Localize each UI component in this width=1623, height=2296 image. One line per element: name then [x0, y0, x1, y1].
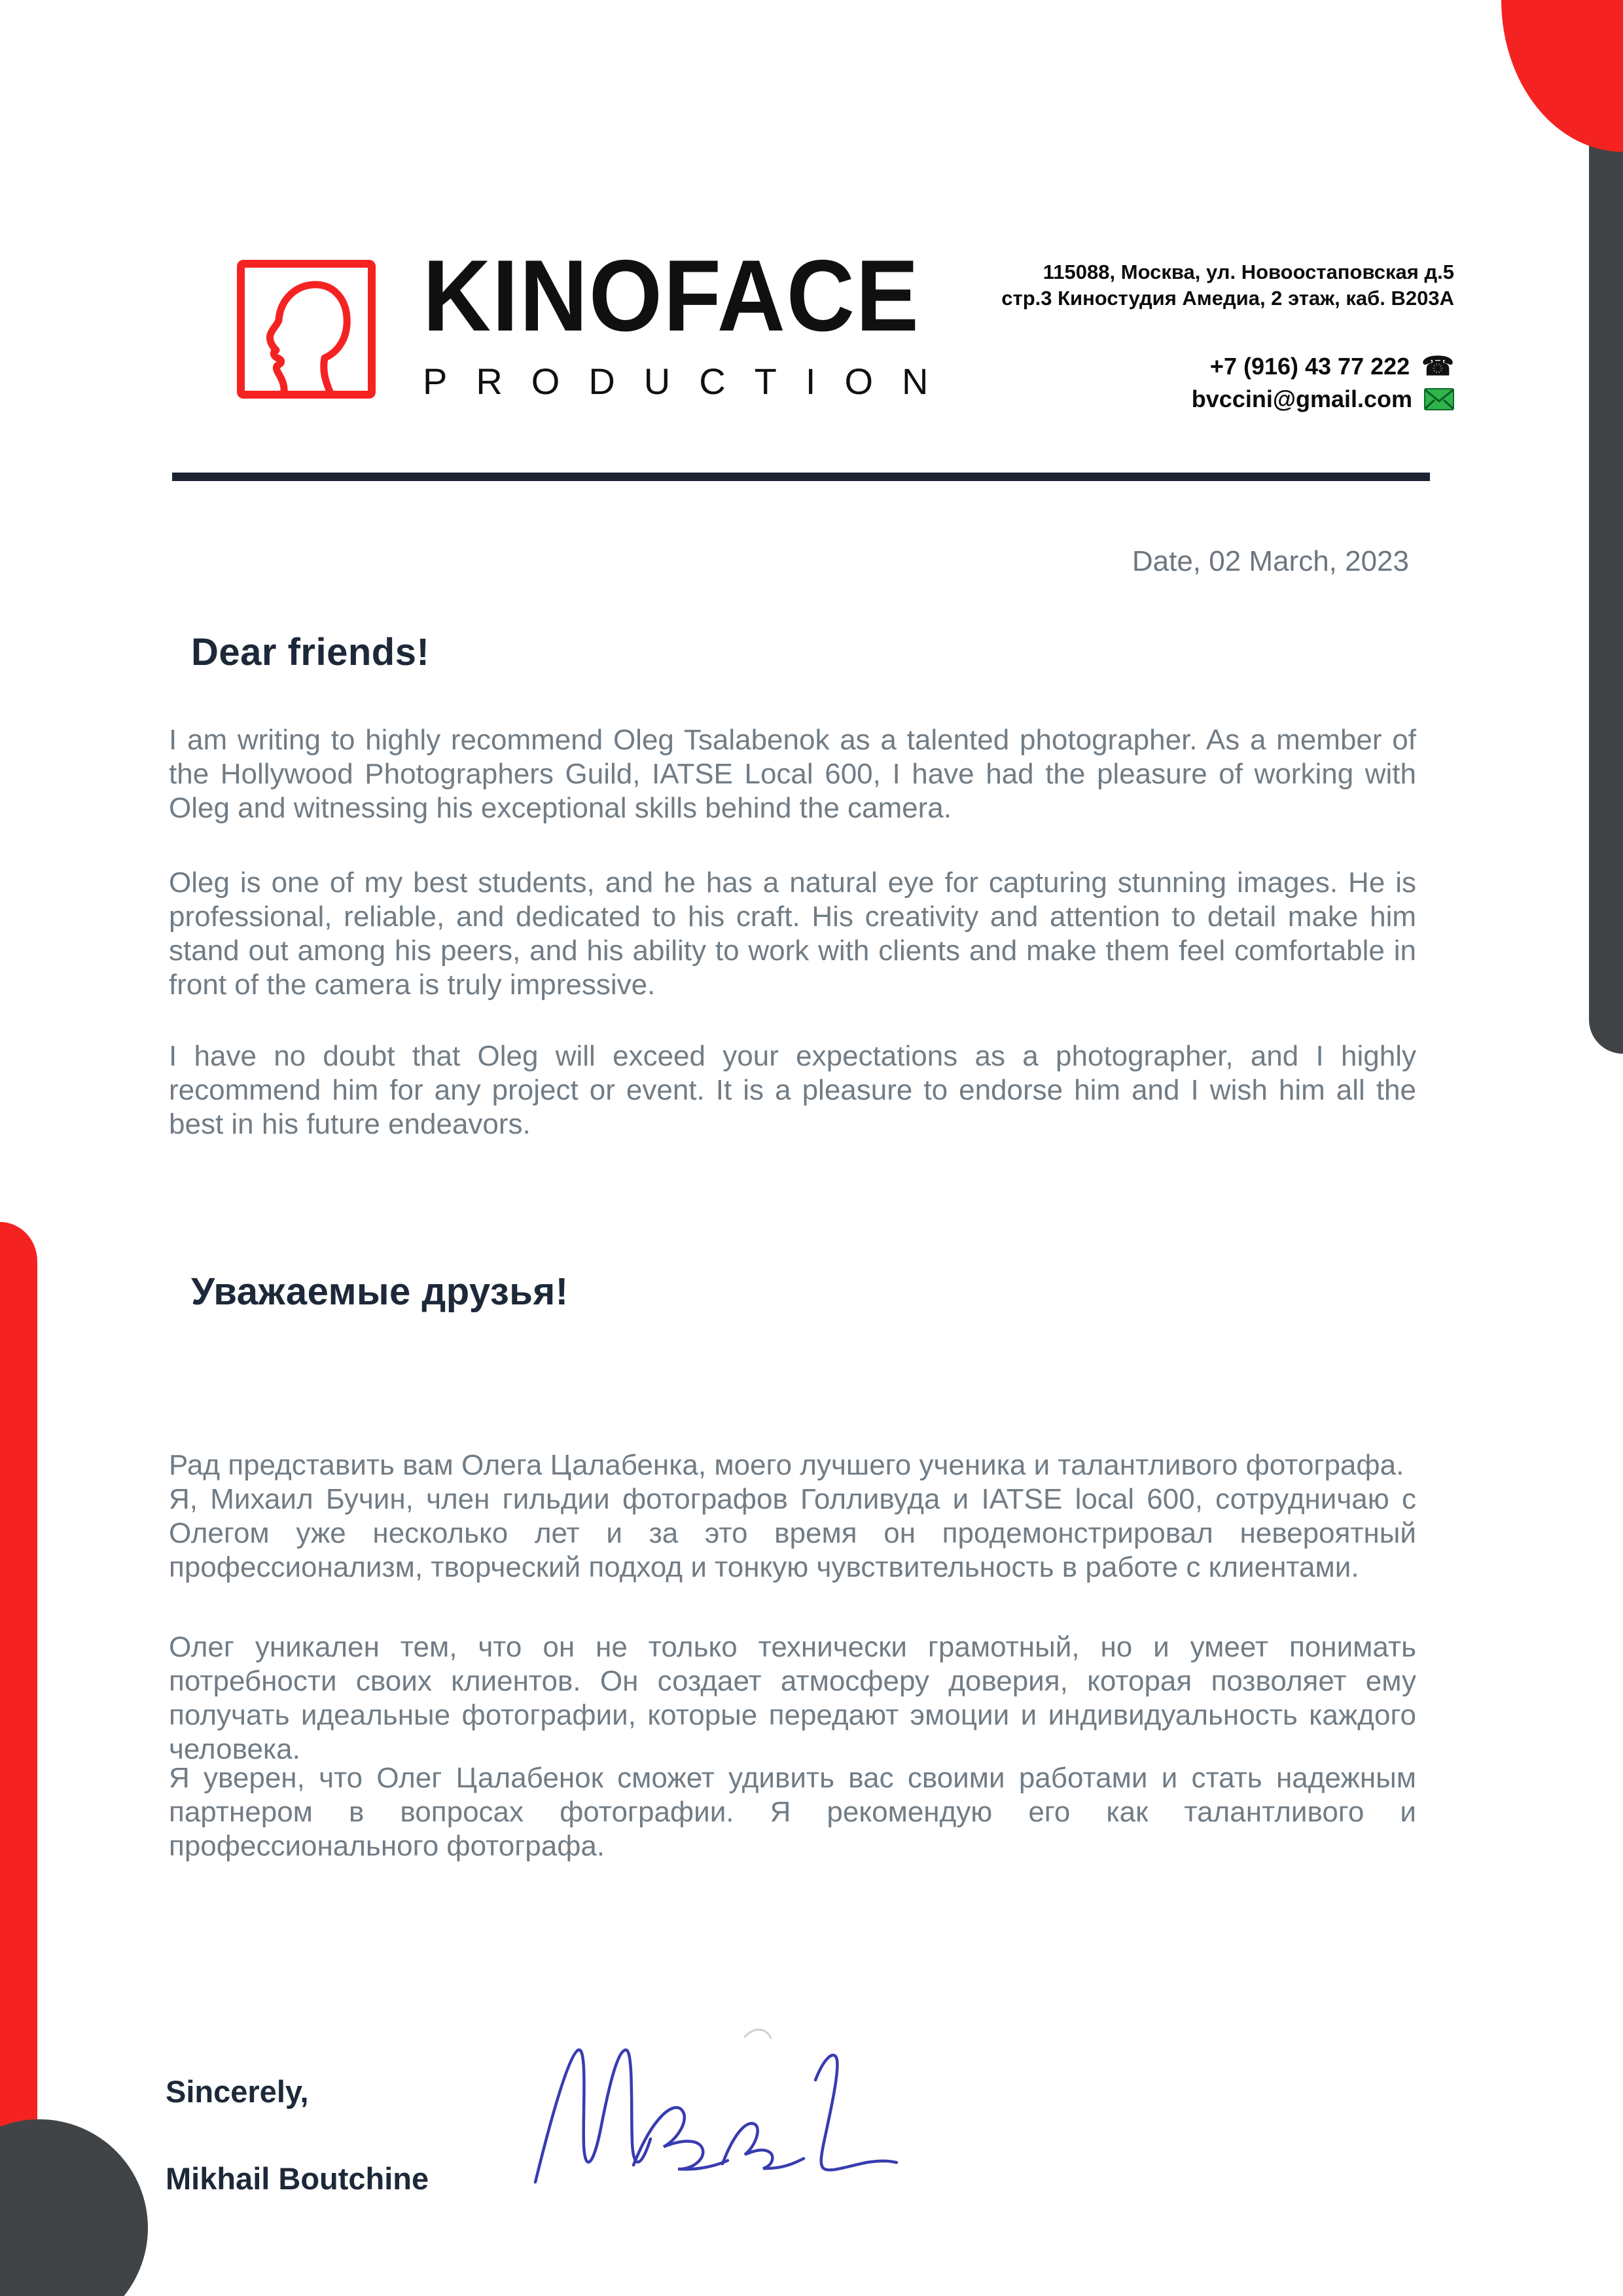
- closing-word: Sincerely,: [166, 2074, 309, 2109]
- right-gray-bar-shape: [1589, 0, 1623, 1054]
- header-divider: [172, 473, 1430, 481]
- kinoface-logo: [237, 260, 376, 402]
- paragraph-ru-1: [169, 1448, 1416, 1585]
- letter-date: Date, 02 March, 2023: [1132, 545, 1409, 577]
- address-line-1: 115088, Москва, ул. Новоостаповская д.5: [1043, 260, 1454, 283]
- paragraph-ru-3: Я уверен, что Олег Цалабенок сможет удивить вас своими работами и стать надежным партнером в вопросах фотографии. Я рекомендую его как талантливого и профессионального фотографа.: [169, 1762, 1416, 1862]
- paragraph-en-1: I am writing to highly recommend Oleg Tsalabenok as a talented photographer. As a member of the Hollywood Photographers Guild, IATSE Local 600, I have had the pleasure of working with Oleg and witnessing his exceptional skills behind the camera.: [169, 724, 1416, 824]
- brand-subtitle: PRODUCTION: [423, 361, 957, 402]
- greeting-english: Dear friends!: [191, 631, 430, 673]
- paragraph-ru-1-line1: Рад представить вам Олега Цалабенка, моего лучшего ученика и талантливого фотографа.: [169, 1449, 1404, 1481]
- greeting-russian: Уважаемые друзья!: [191, 1270, 569, 1313]
- phone-icon: ☎: [1421, 352, 1454, 381]
- phone-row: [1001, 352, 1454, 381]
- brand-block: [423, 239, 957, 402]
- brand-name: KINOFACE: [423, 239, 920, 352]
- top-right-red-corner-shape: [1501, 0, 1623, 152]
- email-icon: [1424, 388, 1454, 410]
- paragraph-ru-1-rest: Я, Михаил Бучин, член гильдии фотографов Голливуда и IATSE local 600, сотрудничаю с Олегом уже несколько лет и за это время он продемонстрировал невероятный профессионализм, творческий подход и тонкую чувствительность в работе с клиентами.: [169, 1483, 1416, 1583]
- phone-number: +7 (916) 43 77 222: [1209, 353, 1410, 380]
- signature-strokes-icon: [529, 2017, 902, 2210]
- contact-block: [1001, 259, 1454, 414]
- address-line-2: стр.3 Киностудия Амедиа, 2 этаж, каб. B203A: [1001, 287, 1454, 310]
- paragraph-en-3: I have no doubt that Oleg will exceed your expectations as a photographer, and I highly recommend him for any project or event. It is a pleasure to endorse him and I wish him all the best in his future endeavors.: [169, 1040, 1416, 1140]
- face-profile-icon: [237, 260, 376, 399]
- email-address: bvccini@gmail.com: [1191, 386, 1412, 412]
- bottom-left-gray-circle-shape: [0, 2119, 148, 2296]
- paragraph-en-2: Oleg is one of my best students, and he has a natural eye for capturing stunning images. He is professional, reliable, and dedicated to his craft. His creativity and attention to detail make him stand out among his peers, and his ability to work with clients and make them feel comfortable in front of the camera is truly impressive.: [169, 867, 1416, 1001]
- handwritten-signature: [529, 2017, 902, 2214]
- left-red-bar-shape: [0, 1222, 37, 2138]
- signer-name: Mikhail Boutchine: [166, 2161, 429, 2196]
- email-row: [1001, 385, 1454, 414]
- paragraph-ru-2: Олег уникален тем, что он не только технически грамотный, но и умеет понимать потребности своих клиентов. Он создает атмосферу доверия, которая позволяет ему получать идеальные фотографии, которые передают эмоции и индивидуальность каждого человека.: [169, 1631, 1416, 1765]
